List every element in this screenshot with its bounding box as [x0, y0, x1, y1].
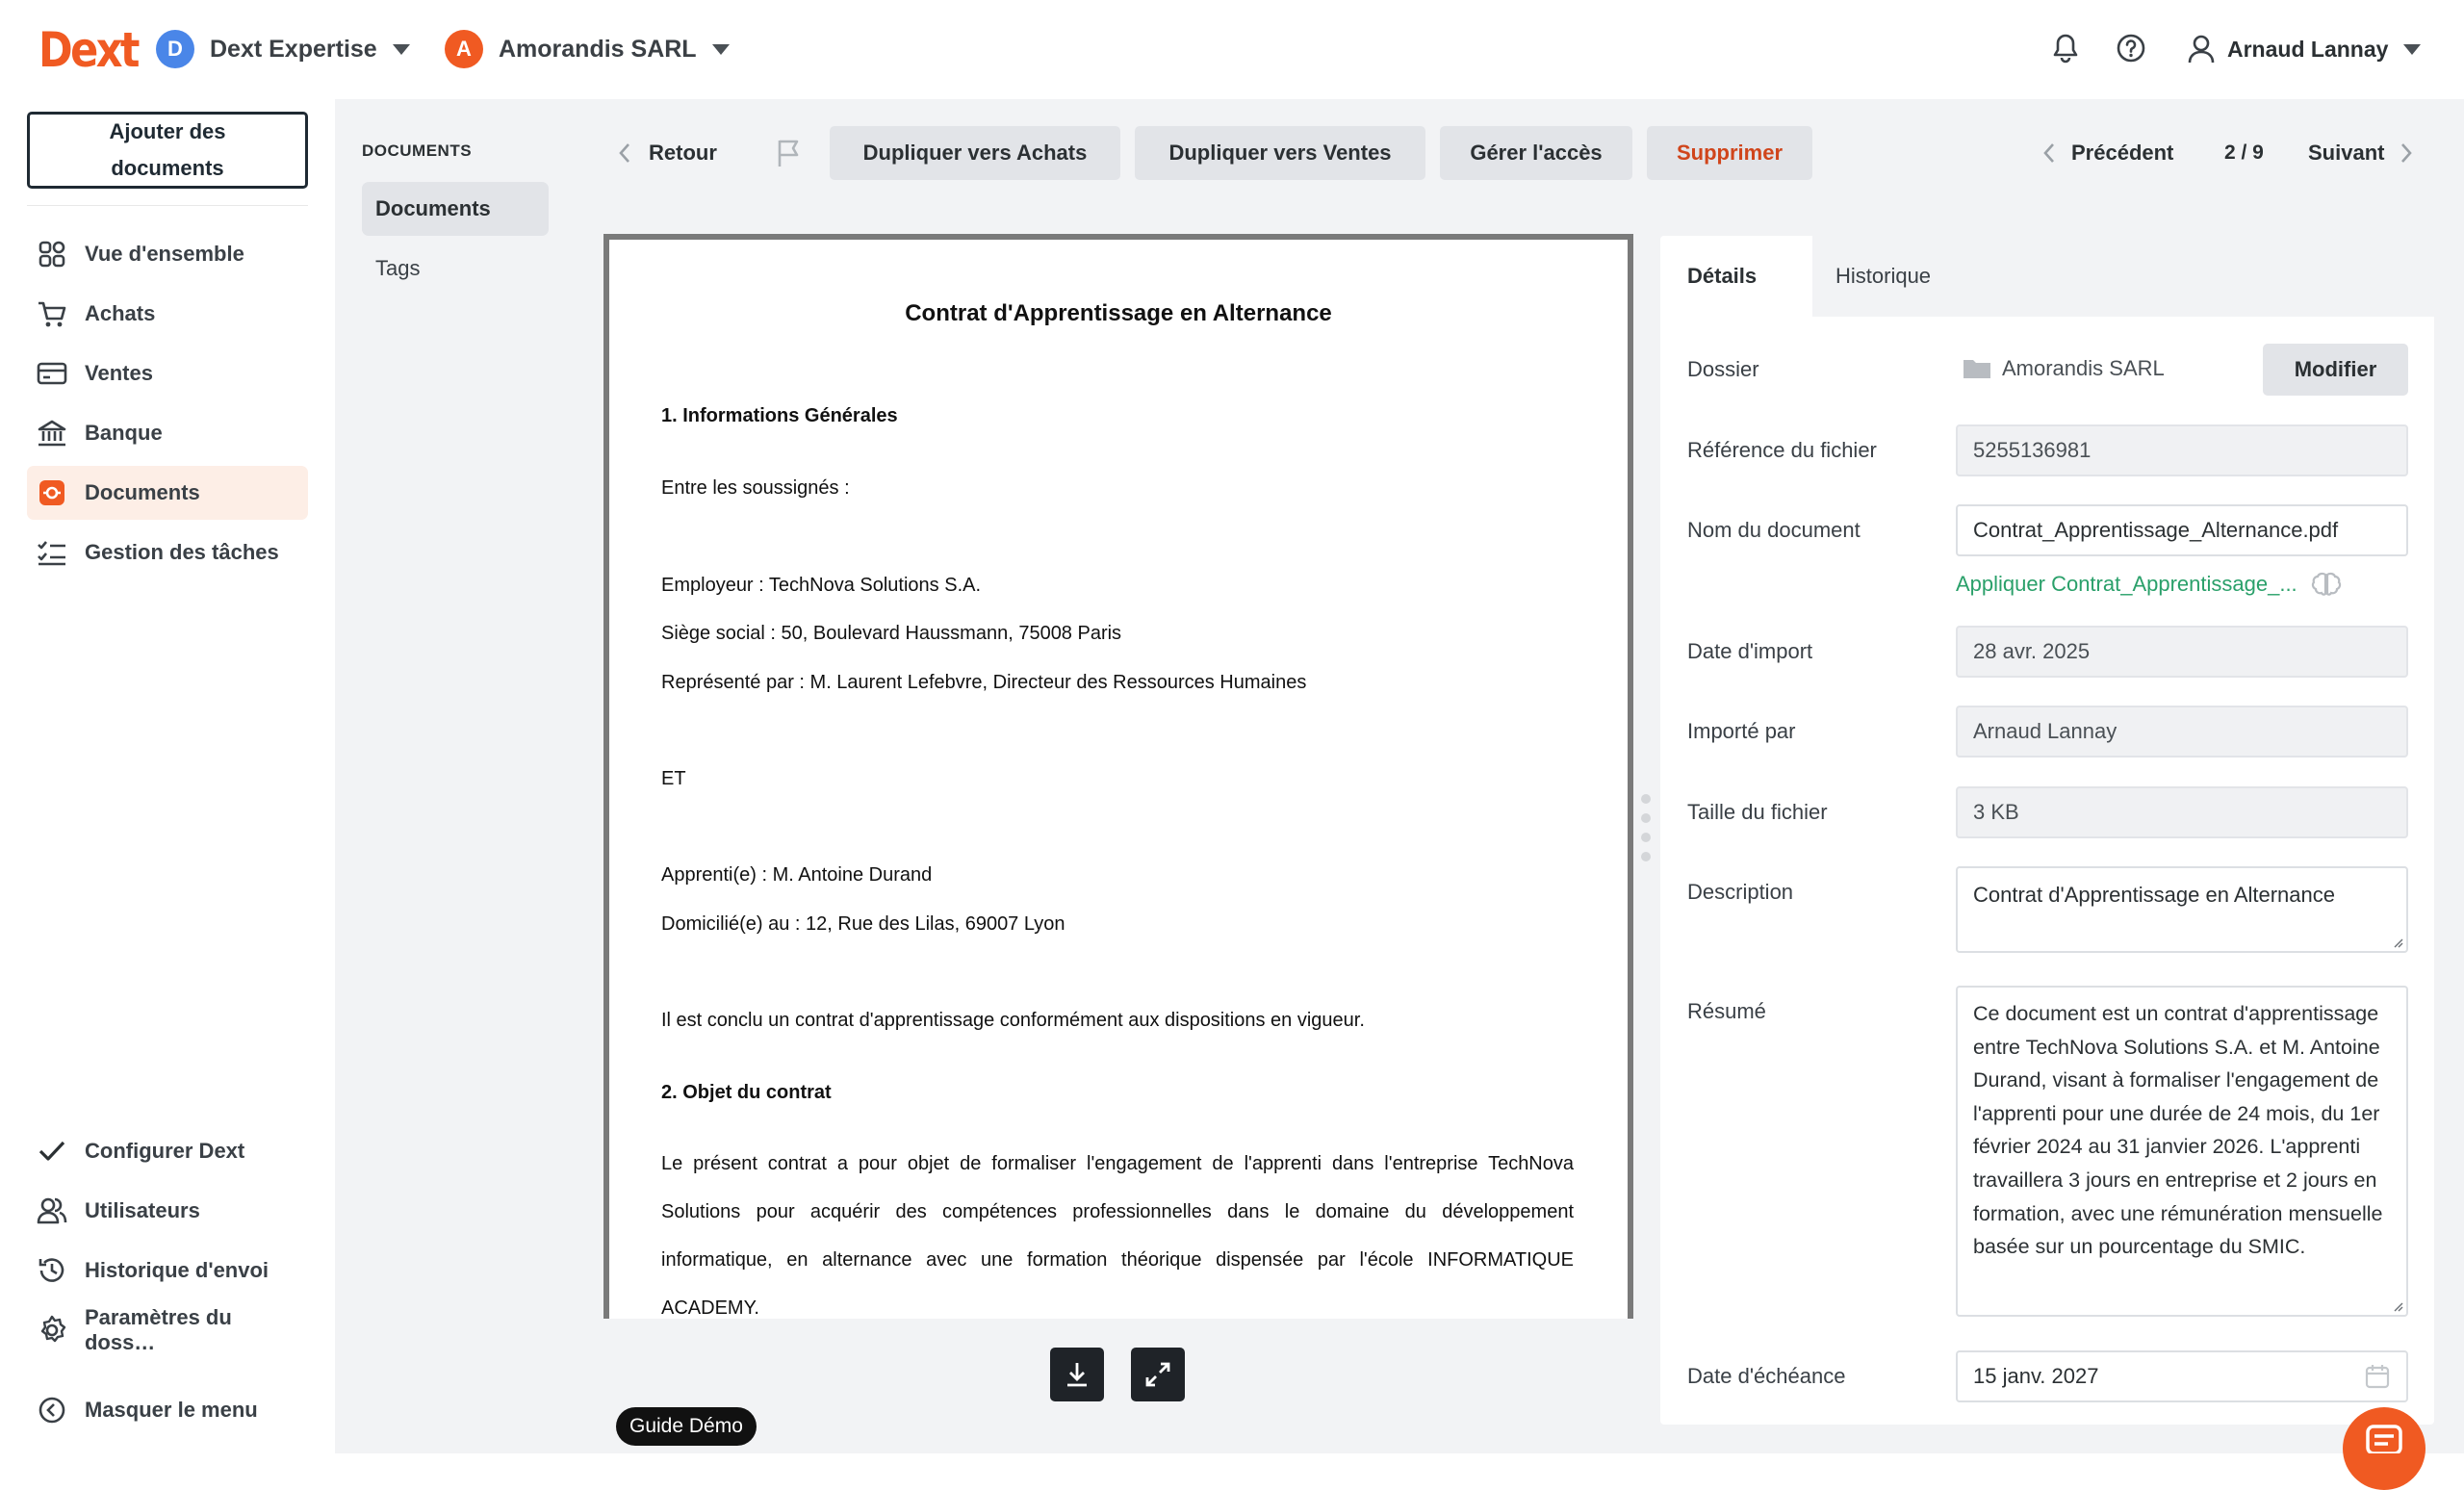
client-name: Amorandis SARL	[499, 35, 697, 63]
sidebar-item-label: Historique d'envoi	[85, 1258, 270, 1282]
document-paragraph: Le présent contrat a pour objet de formaliser l'engagement de l'apprenti dans l'entreprise TechNova Solutions pour acquérir des compétences professionnelles dans le domaine du développement informatique, en alternance avec une formation théorique dispensée par l'école INFORMATIQUE ACADEMY.	[661, 1153, 1574, 1319]
chat-icon	[2343, 1407, 2426, 1453]
sidebar-item-label: Utilisateurs	[85, 1198, 200, 1222]
sidebar-item-label: Gestion des tâches	[85, 540, 279, 564]
resize-handle-dot[interactable]	[1641, 813, 1651, 823]
flag-icon[interactable]	[776, 126, 803, 180]
import-date-field: 28 avr. 2025	[1956, 626, 2408, 678]
chevron-left-icon	[616, 141, 633, 166]
sidebar-item-tasks[interactable]	[27, 526, 308, 579]
resize-handle-dot[interactable]	[1641, 833, 1651, 842]
settings-icon	[35, 1313, 69, 1348]
help-icon[interactable]	[2115, 32, 2147, 64]
sidebar-item-folder-settings[interactable]	[27, 1303, 308, 1357]
description-textarea[interactable]	[1956, 866, 2408, 953]
user-name: Arnaud Lannay	[2227, 36, 2389, 62]
sidebar-item-send-history[interactable]	[27, 1244, 308, 1297]
subnav-heading: DOCUMENTS	[362, 141, 473, 160]
add-documents-button[interactable]: Ajouter des documents	[27, 112, 308, 189]
file-size-field: 3 KB	[1956, 786, 2408, 838]
document-name-input[interactable]: Contrat_Apprentissage_Alternance.pdf	[1956, 504, 2408, 556]
pager-indicator: 2 / 9	[2224, 141, 2264, 164]
ai-brain-icon	[2311, 571, 2342, 598]
folder-label: Dossier	[1687, 357, 1759, 381]
chevron-down-icon	[712, 44, 730, 55]
download-button[interactable]	[1050, 1348, 1104, 1401]
imported-by-field: Arnaud Lannay	[1956, 706, 2408, 758]
workspace-avatar: D	[156, 30, 194, 68]
bank-icon	[35, 416, 69, 450]
sidebar-item-label: Documents	[85, 480, 200, 504]
summary-textarea[interactable]	[1956, 986, 2408, 1317]
duplicate-to-sales-button[interactable]: Dupliquer vers Ventes	[1135, 126, 1425, 180]
workspace-selector[interactable]	[156, 28, 410, 70]
subnav-item-documents[interactable]: Documents	[362, 182, 549, 236]
file-reference-field: 5255136981	[1956, 424, 2408, 476]
tab-history[interactable]: Historique	[1812, 236, 2434, 317]
due-date-input[interactable]	[1956, 1350, 2408, 1402]
folder-name: Amorandis SARL	[2002, 356, 2165, 380]
overview-icon	[35, 237, 69, 271]
workspace-name: Dext Expertise	[210, 35, 377, 63]
calendar-icon[interactable]	[2364, 1363, 2391, 1390]
import-date-label: Date d'import	[1687, 639, 1813, 663]
collapse-icon	[35, 1393, 69, 1427]
summary-text: Ce document est un contrat d'apprentissage entre TechNova Solutions S.A. et M. Antoine Durand, visant à formaliser l'engagement de l'apprenti pour une durée de 24 mois, du 1er février 2024 au 31 janvier 2026. L'apprenti travaillera 3 jours en entreprise et 2 jours en formation, avec une rémunération mensuelle basée sur un pourcentage du SMIC.	[1973, 1002, 2383, 1259]
next-label: Suivant	[2308, 141, 2385, 165]
duplicate-to-purchases-button[interactable]: Dupliquer vers Achats	[830, 126, 1120, 180]
document-name-label: Nom du document	[1687, 518, 1861, 542]
hide-menu-label: Masquer le menu	[85, 1398, 258, 1422]
sidebar-item-purchases[interactable]	[27, 287, 308, 341]
client-selector[interactable]	[445, 28, 730, 70]
chevron-left-icon	[2040, 141, 2058, 166]
document-line: 2. Objet du contrat	[661, 1082, 832, 1103]
document-line: Représenté par : M. Laurent Lefebvre, Directeur des Ressources Humaines	[661, 672, 1307, 693]
client-avatar: A	[445, 30, 483, 68]
bell-icon[interactable]	[2050, 32, 2081, 64]
expand-icon	[1143, 1360, 1172, 1389]
document-line: Apprenti(e) : M. Antoine Durand	[661, 864, 933, 886]
divider	[27, 205, 308, 206]
sidebar-item-label: Vue d'ensemble	[85, 242, 244, 266]
document-line: Siège social : 50, Boulevard Haussmann, 75008 Paris	[661, 623, 1122, 644]
sidebar-item-overview[interactable]	[27, 227, 308, 281]
card-icon	[35, 356, 69, 391]
sidebar	[0, 99, 335, 1453]
sidebar-item-label: Achats	[85, 301, 156, 325]
previous-button[interactable]	[2040, 126, 2173, 180]
due-date-value: 15 janv. 2027	[1973, 1364, 2099, 1388]
resize-grip-icon[interactable]	[2392, 937, 2403, 948]
top-bar	[0, 0, 2464, 99]
previous-label: Précédent	[2071, 141, 2174, 165]
file-reference-label: Référence du fichier	[1687, 438, 1877, 462]
documents-subnav	[335, 99, 576, 1453]
expand-button[interactable]	[1131, 1348, 1185, 1401]
document-line: Employeur : TechNova Solutions S.A.	[661, 575, 982, 596]
next-button[interactable]	[2308, 126, 2415, 180]
documents-icon	[35, 475, 69, 510]
back-button[interactable]	[616, 126, 717, 180]
chat-support-button[interactable]	[2343, 1407, 2426, 1490]
modify-folder-button[interactable]: Modifier	[2263, 344, 2408, 396]
sidebar-item-sales[interactable]	[27, 347, 308, 400]
resize-grip-icon[interactable]	[2392, 1300, 2403, 1312]
document-page	[609, 240, 1628, 1319]
sidebar-item-label: Paramètres du doss…	[84, 1305, 232, 1354]
document-line: Entre les soussignés :	[661, 477, 850, 499]
resize-handle-dot[interactable]	[1641, 852, 1651, 861]
chevron-down-icon	[393, 44, 410, 55]
users-icon	[35, 1194, 69, 1228]
dext-logo[interactable]: Dext	[38, 22, 138, 78]
check-icon	[35, 1134, 69, 1169]
resize-handle-dot[interactable]	[1641, 794, 1651, 804]
chevron-down-icon	[2403, 44, 2421, 55]
description-text: Contrat d'Apprentissage en Alternance	[1973, 883, 2335, 907]
cart-icon	[35, 296, 69, 331]
user-menu[interactable]	[2187, 28, 2421, 70]
sidebar-item-label: Banque	[85, 421, 163, 445]
hide-menu-button[interactable]	[27, 1383, 308, 1437]
details-tabs	[1660, 236, 2434, 317]
document-line: Il est conclu un contrat d'apprentissage conformément aux dispositions en vigueur.	[661, 1010, 1365, 1031]
download-icon	[1064, 1360, 1091, 1389]
sidebar-item-documents[interactable]	[27, 466, 308, 520]
imported-by-label: Importé par	[1687, 719, 1796, 743]
sidebar-item-configure[interactable]	[27, 1124, 308, 1178]
document-line: 1. Informations Générales	[661, 405, 898, 426]
due-date-label: Date d'échéance	[1687, 1364, 1846, 1388]
apply-suggestion-link[interactable]	[1956, 571, 2342, 598]
subnav-item-tags[interactable]: Tags	[375, 256, 421, 280]
history-icon	[35, 1253, 69, 1288]
document-line: Domicilié(e) au : 12, Rue des Lilas, 69007 Lyon	[661, 913, 1065, 935]
user-icon	[2187, 34, 2216, 64]
document-line: ET	[661, 768, 686, 789]
delete-button[interactable]: Supprimer	[1647, 126, 1812, 180]
document-preview[interactable]	[603, 234, 1633, 1319]
sidebar-item-label: Configurer Dext	[85, 1139, 245, 1163]
document-title: Contrat d'Apprentissage en Alternance	[905, 300, 1332, 326]
sidebar-item-users[interactable]	[27, 1184, 308, 1238]
folder-icon	[1962, 356, 1992, 381]
tab-details[interactable]: Détails	[1660, 236, 1784, 317]
apply-suggestion-label: Appliquer Contrat_Apprentissage_...	[1956, 572, 2297, 596]
back-label: Retour	[649, 141, 717, 165]
manage-access-button[interactable]: Gérer l'accès	[1440, 126, 1632, 180]
file-size-label: Taille du fichier	[1687, 800, 1828, 824]
demo-guide-badge[interactable]: Guide Démo	[616, 1407, 757, 1446]
tasks-icon	[35, 535, 69, 570]
chevron-right-icon	[2398, 141, 2415, 166]
sidebar-item-bank[interactable]	[27, 406, 308, 460]
description-label: Description	[1687, 880, 1794, 904]
folder-value	[1962, 356, 2165, 381]
summary-label: Résumé	[1687, 999, 1766, 1023]
sidebar-item-label: Ventes	[85, 361, 153, 385]
